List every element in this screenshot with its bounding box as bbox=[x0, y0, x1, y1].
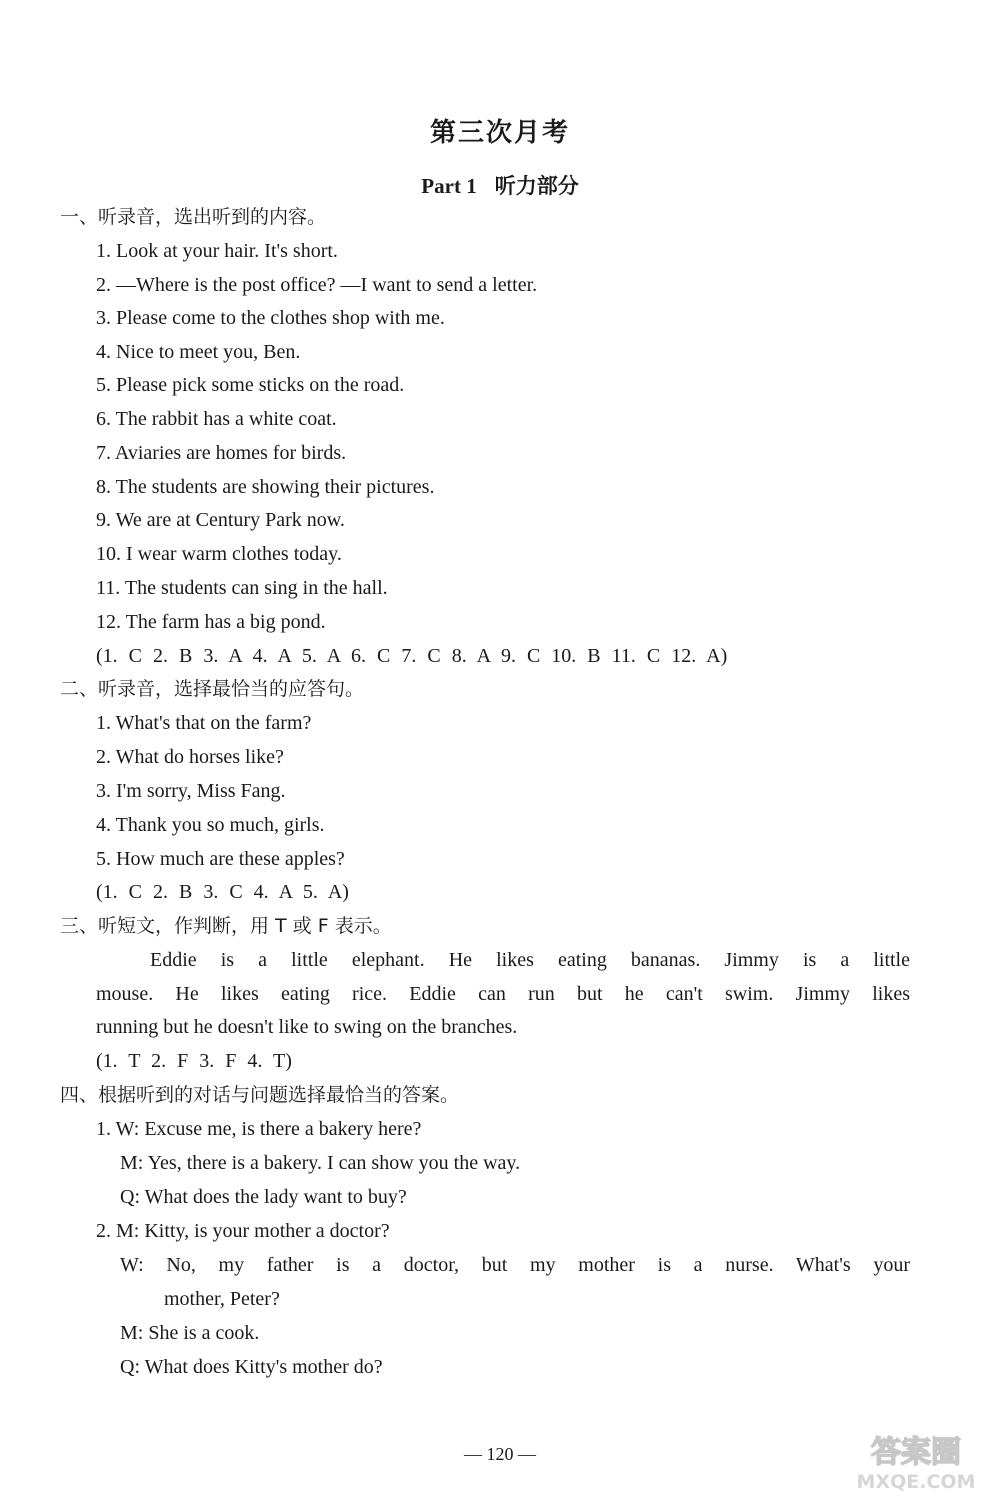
s1-item: 7. Aviaries are homes for birds. bbox=[96, 442, 347, 464]
s1-item: 11. The students can sing in the hall. bbox=[96, 577, 388, 599]
s2-item: 3. I'm sorry, Miss Fang. bbox=[96, 780, 286, 802]
s1-item: 9. We are at Century Park now. bbox=[96, 509, 345, 531]
page-title: 第三次月考 bbox=[429, 118, 570, 148]
s2-item: 4. Thank you so much, girls. bbox=[96, 814, 325, 836]
part-heading bbox=[0, 170, 1000, 200]
s1-item: 1. Look at your hair. It's short. bbox=[96, 240, 338, 262]
part-name: 听力部分 bbox=[494, 173, 579, 198]
s1-item: 4. Nice to meet you, Ben. bbox=[96, 341, 301, 363]
s4-dialogue-line: 2. M: Kitty, is your mother a doctor? bbox=[96, 1220, 390, 1242]
s3-passage-line: mouse. He likes eating rice. Eddie can run but he can't swim. Jimmy likes bbox=[96, 983, 910, 1005]
s1-item: 6. The rabbit has a white coat. bbox=[96, 408, 337, 430]
part-label: Part 1 bbox=[421, 174, 477, 198]
s4-dialogue-line: M: Yes, there is a bakery. I can show you the way. bbox=[120, 1152, 521, 1174]
section-1-heading: 一、听录音，选出听到的内容。 bbox=[60, 206, 327, 228]
s4-dialogue-line: M: She is a cook. bbox=[120, 1322, 260, 1344]
s4-dialogue-line: mother, Peter? bbox=[164, 1288, 280, 1310]
s2-item: 2. What do horses like? bbox=[96, 746, 284, 768]
s1-item: 5. Please pick some sticks on the road. bbox=[96, 374, 405, 396]
s2-item: 5. How much are these apples? bbox=[96, 848, 345, 870]
section-3-heading: 三、听短文，作判断，用 T 或 F 表示。 bbox=[60, 915, 392, 937]
s1-item: 12. The farm has a big pond. bbox=[96, 611, 326, 633]
section-4-heading: 四、根据听到的对话与问题选择最恰当的答案。 bbox=[60, 1084, 460, 1106]
watermark-bottom-text: MXQE.COM bbox=[856, 1471, 976, 1493]
s3-passage-line: Eddie is a little elephant. He likes eating bananas. Jimmy is a little bbox=[150, 949, 910, 971]
section-2-heading: 二、听录音，选择最恰当的应答句。 bbox=[60, 678, 365, 700]
s1-item: 8. The students are showing their pictures. bbox=[96, 476, 435, 498]
watermark-graphic bbox=[846, 1424, 986, 1496]
s2-answers: (1. C 2. B 3. C 4. A 5. A) bbox=[96, 881, 349, 903]
s4-dialogue-line: 1. W: Excuse me, is there a bakery here? bbox=[96, 1118, 422, 1140]
s1-item: 3. Please come to the clothes shop with me. bbox=[96, 307, 445, 329]
s4-dialogue-line: W: No, my father is a doctor, but my mother is a nurse. What's your bbox=[120, 1254, 910, 1276]
s1-item: 2. —Where is the post office? —I want to send a letter. bbox=[96, 274, 538, 296]
watermark-top-text: 答案圈 bbox=[871, 1435, 961, 1470]
s1-answers: (1. C 2. B 3. A 4. A 5. A 6. C 7. C 8. A 9. C 10. B 11. C 12. A) bbox=[96, 645, 728, 667]
watermark-logo bbox=[846, 1424, 986, 1496]
s4-question: Q: What does Kitty's mother do? bbox=[120, 1356, 383, 1378]
page-number: — 120 — bbox=[464, 1444, 536, 1464]
s3-passage-line: running but he doesn't like to swing on the branches. bbox=[96, 1016, 518, 1038]
s1-item: 10. I wear warm clothes today. bbox=[96, 543, 342, 565]
s4-question: Q: What does the lady want to buy? bbox=[120, 1186, 407, 1208]
s3-answers: (1. T 2. F 3. F 4. T) bbox=[96, 1050, 292, 1072]
s2-item: 1. What's that on the farm? bbox=[96, 712, 312, 734]
